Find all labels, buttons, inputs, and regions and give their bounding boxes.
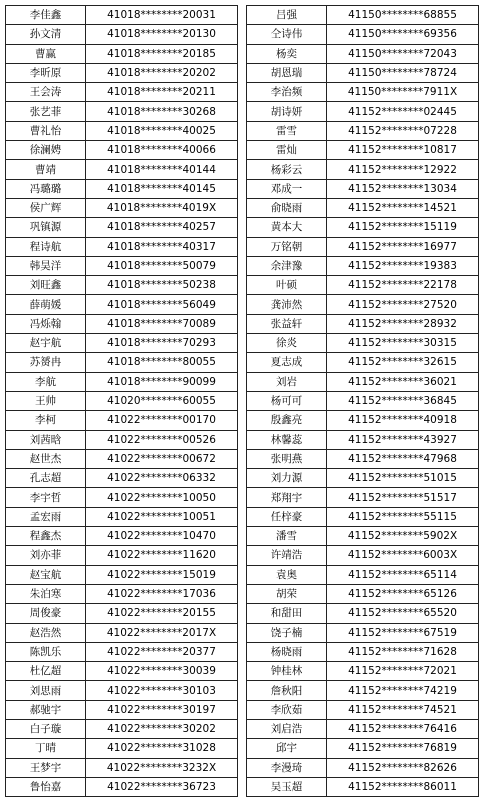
id-number-cell: 41018********90099 [86, 372, 238, 391]
name-cell: 朱泊寒 [6, 584, 86, 603]
table-row [247, 777, 479, 796]
name-cell: 杜亿超 [6, 662, 86, 681]
table-row [6, 546, 238, 565]
name-cell: 潘雪 [247, 527, 327, 546]
table-row [6, 25, 238, 44]
table-row [6, 218, 238, 237]
name-cell: 王梦宇 [6, 758, 86, 777]
left-roster-body [6, 6, 238, 797]
id-number-cell: 41022********15019 [86, 565, 238, 584]
table-row [247, 372, 479, 391]
id-number-cell: 41022********30103 [86, 681, 238, 700]
table-row [6, 353, 238, 372]
id-number-cell: 41018********4019X [86, 198, 238, 217]
name-cell: 吴玉超 [247, 777, 327, 796]
table-row [247, 469, 479, 488]
id-number-cell: 41018********40257 [86, 218, 238, 237]
table-row [6, 63, 238, 82]
id-number-cell: 41152********15119 [327, 218, 479, 237]
id-number-cell: 41152********43927 [327, 430, 479, 449]
id-number-cell: 41018********20185 [86, 44, 238, 63]
table-row [247, 198, 479, 217]
table-row [247, 314, 479, 333]
table-row [6, 507, 238, 526]
table-row [247, 527, 479, 546]
id-number-cell: 41018********20031 [86, 6, 238, 25]
id-number-cell: 41152********65520 [327, 604, 479, 623]
name-cell: 杨可可 [247, 391, 327, 410]
table-row [6, 662, 238, 681]
id-number-cell: 41152********14521 [327, 198, 479, 217]
name-cell: 刘茜晗 [6, 430, 86, 449]
table-row [247, 430, 479, 449]
table-row [247, 584, 479, 603]
name-cell: 孙文清 [6, 25, 86, 44]
name-cell: 刘力源 [247, 469, 327, 488]
name-cell: 万铭朝 [247, 237, 327, 256]
id-number-cell: 41150********69356 [327, 25, 479, 44]
name-cell: 李昕原 [6, 63, 86, 82]
table-row [6, 179, 238, 198]
id-number-cell: 41152********32615 [327, 353, 479, 372]
name-cell: 王帅 [6, 391, 86, 410]
name-cell: 殷鑫亮 [247, 411, 327, 430]
table-row [247, 642, 479, 661]
name-cell: 曹靖 [6, 160, 86, 179]
name-cell: 叶硕 [247, 276, 327, 295]
name-cell: 冯璐璐 [6, 179, 86, 198]
table-row [247, 63, 479, 82]
id-number-cell: 41152********74219 [327, 681, 479, 700]
id-number-cell: 41150********7911X [327, 83, 479, 102]
name-cell: 刘岩 [247, 372, 327, 391]
table-row [247, 256, 479, 275]
id-number-cell: 41152********67519 [327, 623, 479, 642]
table-row [247, 758, 479, 777]
id-number-cell: 41022********10050 [86, 488, 238, 507]
table-row [247, 662, 479, 681]
name-cell: 李欣茹 [247, 700, 327, 719]
name-cell: 杨晓雨 [247, 642, 327, 661]
id-number-cell: 41150********68855 [327, 6, 479, 25]
table-row [6, 777, 238, 796]
name-cell: 雷雪 [247, 121, 327, 140]
name-cell: 巩镇源 [6, 218, 86, 237]
id-number-cell: 41152********07228 [327, 121, 479, 140]
table-row [247, 623, 479, 642]
id-number-cell: 41020********60055 [86, 391, 238, 410]
table-row [6, 256, 238, 275]
table-row [6, 411, 238, 430]
table-row [6, 430, 238, 449]
table-row [6, 391, 238, 410]
table-row [6, 44, 238, 63]
id-number-cell: 41152********76416 [327, 719, 479, 738]
id-number-cell: 41018********80055 [86, 353, 238, 372]
name-cell: 袁奥 [247, 565, 327, 584]
table-row [6, 6, 238, 25]
table-row [247, 700, 479, 719]
id-number-cell: 41152********36845 [327, 391, 479, 410]
id-number-cell: 41022********10051 [86, 507, 238, 526]
id-number-cell: 41152********40918 [327, 411, 479, 430]
id-number-cell: 41018********20130 [86, 25, 238, 44]
name-cell: 刘旺鑫 [6, 276, 86, 295]
table-row [247, 411, 479, 430]
id-number-cell: 41152********65114 [327, 565, 479, 584]
id-number-cell: 41152********55115 [327, 507, 479, 526]
table-row [247, 6, 479, 25]
id-number-cell: 41152********36021 [327, 372, 479, 391]
table-row [247, 334, 479, 353]
id-number-cell: 41152********16977 [327, 237, 479, 256]
name-cell: 刘启浩 [247, 719, 327, 738]
id-number-cell: 41022********00526 [86, 430, 238, 449]
name-cell: 钟桂林 [247, 662, 327, 681]
table-row [247, 102, 479, 121]
name-cell: 周俊豪 [6, 604, 86, 623]
table-row [247, 141, 479, 160]
name-cell: 曹礼怡 [6, 121, 86, 140]
id-number-cell: 41152********13034 [327, 179, 479, 198]
name-cell: 李漫琦 [247, 758, 327, 777]
name-cell: 邓成一 [247, 179, 327, 198]
table-row [247, 179, 479, 198]
id-number-cell: 41018********40066 [86, 141, 238, 160]
name-cell: 白子璇 [6, 719, 86, 738]
name-cell: 李航 [6, 372, 86, 391]
table-row [247, 295, 479, 314]
table-row [247, 391, 479, 410]
right-roster-table [246, 5, 479, 797]
name-cell: 孟宏雨 [6, 507, 86, 526]
table-row [6, 681, 238, 700]
name-cell: 许靖浩 [247, 546, 327, 565]
table-row [247, 507, 479, 526]
name-cell: 王会涛 [6, 83, 86, 102]
id-number-cell: 41022********00672 [86, 449, 238, 468]
table-row [247, 719, 479, 738]
name-cell: 苏赟冉 [6, 353, 86, 372]
name-cell: 雷灿 [247, 141, 327, 160]
table-row [6, 141, 238, 160]
table-row [6, 83, 238, 102]
table-row [247, 25, 479, 44]
name-cell: 林馨蕊 [247, 430, 327, 449]
name-cell: 龚沛然 [247, 295, 327, 314]
id-number-cell: 41152********02445 [327, 102, 479, 121]
id-number-cell: 41152********5902X [327, 527, 479, 546]
table-row [6, 719, 238, 738]
name-cell: 和甜田 [247, 604, 327, 623]
id-number-cell: 41152********10817 [327, 141, 479, 160]
name-cell: 饶子楠 [247, 623, 327, 642]
name-cell: 程鑫杰 [6, 527, 86, 546]
table-row [247, 488, 479, 507]
id-number-cell: 41152********22178 [327, 276, 479, 295]
left-roster-table [5, 5, 238, 797]
id-number-cell: 41152********76819 [327, 739, 479, 758]
name-cell: 李宇哲 [6, 488, 86, 507]
id-number-cell: 41152********51517 [327, 488, 479, 507]
name-cell: 刘思雨 [6, 681, 86, 700]
name-cell: 赵宇航 [6, 334, 86, 353]
name-cell: 鲁怡嘉 [6, 777, 86, 796]
name-cell: 冯烁翰 [6, 314, 86, 333]
id-number-cell: 41018********50238 [86, 276, 238, 295]
name-cell: 胡恩瑞 [247, 63, 327, 82]
id-number-cell: 41152********19383 [327, 256, 479, 275]
name-cell: 曹赢 [6, 44, 86, 63]
table-row [6, 314, 238, 333]
right-roster-body [247, 6, 479, 797]
id-number-cell: 41152********65126 [327, 584, 479, 603]
name-cell: 邱宇 [247, 739, 327, 758]
id-number-cell: 41152********72021 [327, 662, 479, 681]
table-row [6, 198, 238, 217]
id-number-cell: 41018********30268 [86, 102, 238, 121]
id-number-cell: 41022********3232X [86, 758, 238, 777]
id-number-cell: 41022********17036 [86, 584, 238, 603]
id-number-cell: 41022********30039 [86, 662, 238, 681]
id-number-cell: 41022********30197 [86, 700, 238, 719]
id-number-cell: 41018********40145 [86, 179, 238, 198]
id-number-cell: 41152********86011 [327, 777, 479, 796]
id-number-cell: 41152********51015 [327, 469, 479, 488]
id-number-cell: 41022********30202 [86, 719, 238, 738]
id-number-cell: 41152********47968 [327, 449, 479, 468]
table-row [6, 527, 238, 546]
id-number-cell: 41022********2017X [86, 623, 238, 642]
name-cell: 程诗航 [6, 237, 86, 256]
id-number-cell: 41018********70089 [86, 314, 238, 333]
table-row [6, 642, 238, 661]
name-cell: 徐炎 [247, 334, 327, 353]
name-cell: 仝诗伟 [247, 25, 327, 44]
table-row [6, 565, 238, 584]
table-row [6, 160, 238, 179]
name-cell: 薛萌媛 [6, 295, 86, 314]
name-cell: 李柯 [6, 411, 86, 430]
id-number-cell: 41152********74521 [327, 700, 479, 719]
name-cell: 夏志成 [247, 353, 327, 372]
name-cell: 俞晓雨 [247, 198, 327, 217]
id-number-cell: 41022********20377 [86, 642, 238, 661]
table-row [6, 623, 238, 642]
name-cell: 任梓豪 [247, 507, 327, 526]
name-cell: 胡诗妍 [247, 102, 327, 121]
id-number-cell: 41152********27520 [327, 295, 479, 314]
name-cell: 赵世杰 [6, 449, 86, 468]
name-cell: 詹秋阳 [247, 681, 327, 700]
table-row [247, 121, 479, 140]
name-cell: 黄本大 [247, 218, 327, 237]
table-row [247, 353, 479, 372]
table-row [6, 700, 238, 719]
id-number-cell: 41022********11620 [86, 546, 238, 565]
table-row [247, 449, 479, 468]
table-row [6, 372, 238, 391]
id-number-cell: 41152********12922 [327, 160, 479, 179]
id-number-cell: 41018********40025 [86, 121, 238, 140]
name-cell: 刘亦菲 [6, 546, 86, 565]
table-row [247, 546, 479, 565]
table-row [6, 469, 238, 488]
id-number-cell: 41152********82626 [327, 758, 479, 777]
id-number-cell: 41018********20202 [86, 63, 238, 82]
id-number-cell: 41150********78724 [327, 63, 479, 82]
name-cell: 杨奕 [247, 44, 327, 63]
id-number-cell: 41022********06332 [86, 469, 238, 488]
table-row [247, 237, 479, 256]
table-row [6, 488, 238, 507]
name-cell: 侯广辉 [6, 198, 86, 217]
table-row [6, 276, 238, 295]
table-row [6, 295, 238, 314]
table-row [247, 160, 479, 179]
id-number-cell: 41152********28932 [327, 314, 479, 333]
table-row [6, 758, 238, 777]
id-number-cell: 41018********40144 [86, 160, 238, 179]
table-row [247, 218, 479, 237]
table-row [247, 83, 479, 102]
name-cell: 赵浩然 [6, 623, 86, 642]
table-row [6, 604, 238, 623]
name-cell: 胡荣 [247, 584, 327, 603]
id-number-cell: 41152********30315 [327, 334, 479, 353]
name-cell: 赵宝航 [6, 565, 86, 584]
table-row [6, 584, 238, 603]
table-row [247, 276, 479, 295]
name-cell: 李治频 [247, 83, 327, 102]
name-cell: 韩昊洋 [6, 256, 86, 275]
name-cell: 余津豫 [247, 256, 327, 275]
id-number-cell: 41150********72043 [327, 44, 479, 63]
id-number-cell: 41022********00170 [86, 411, 238, 430]
name-cell: 孔志超 [6, 469, 86, 488]
id-number-cell: 41018********70293 [86, 334, 238, 353]
id-number-cell: 41018********20211 [86, 83, 238, 102]
table-row [247, 739, 479, 758]
table-row [247, 604, 479, 623]
name-cell: 张明燕 [247, 449, 327, 468]
table-row [6, 121, 238, 140]
table-row [6, 449, 238, 468]
name-cell: 徐澜娉 [6, 141, 86, 160]
name-cell: 陈凯乐 [6, 642, 86, 661]
table-row [247, 565, 479, 584]
id-number-cell: 41022********31028 [86, 739, 238, 758]
table-row [6, 739, 238, 758]
table-row [6, 102, 238, 121]
id-number-cell: 41152********71628 [327, 642, 479, 661]
id-number-cell: 41022********20155 [86, 604, 238, 623]
name-cell: 郑翔宇 [247, 488, 327, 507]
table-row [247, 681, 479, 700]
table-row [6, 334, 238, 353]
name-cell: 丁晴 [6, 739, 86, 758]
name-cell: 吕强 [247, 6, 327, 25]
name-cell: 张益轩 [247, 314, 327, 333]
name-cell: 张艺菲 [6, 102, 86, 121]
id-number-cell: 41152********6003X [327, 546, 479, 565]
id-number-cell: 41022********10470 [86, 527, 238, 546]
table-row [247, 44, 479, 63]
id-number-cell: 41018********50079 [86, 256, 238, 275]
table-row [6, 237, 238, 256]
id-number-cell: 41018********40317 [86, 237, 238, 256]
name-cell: 郝驰宇 [6, 700, 86, 719]
name-cell: 杨彩云 [247, 160, 327, 179]
id-number-cell: 41018********56049 [86, 295, 238, 314]
id-number-cell: 41022********36723 [86, 777, 238, 796]
name-cell: 李佳鑫 [6, 6, 86, 25]
